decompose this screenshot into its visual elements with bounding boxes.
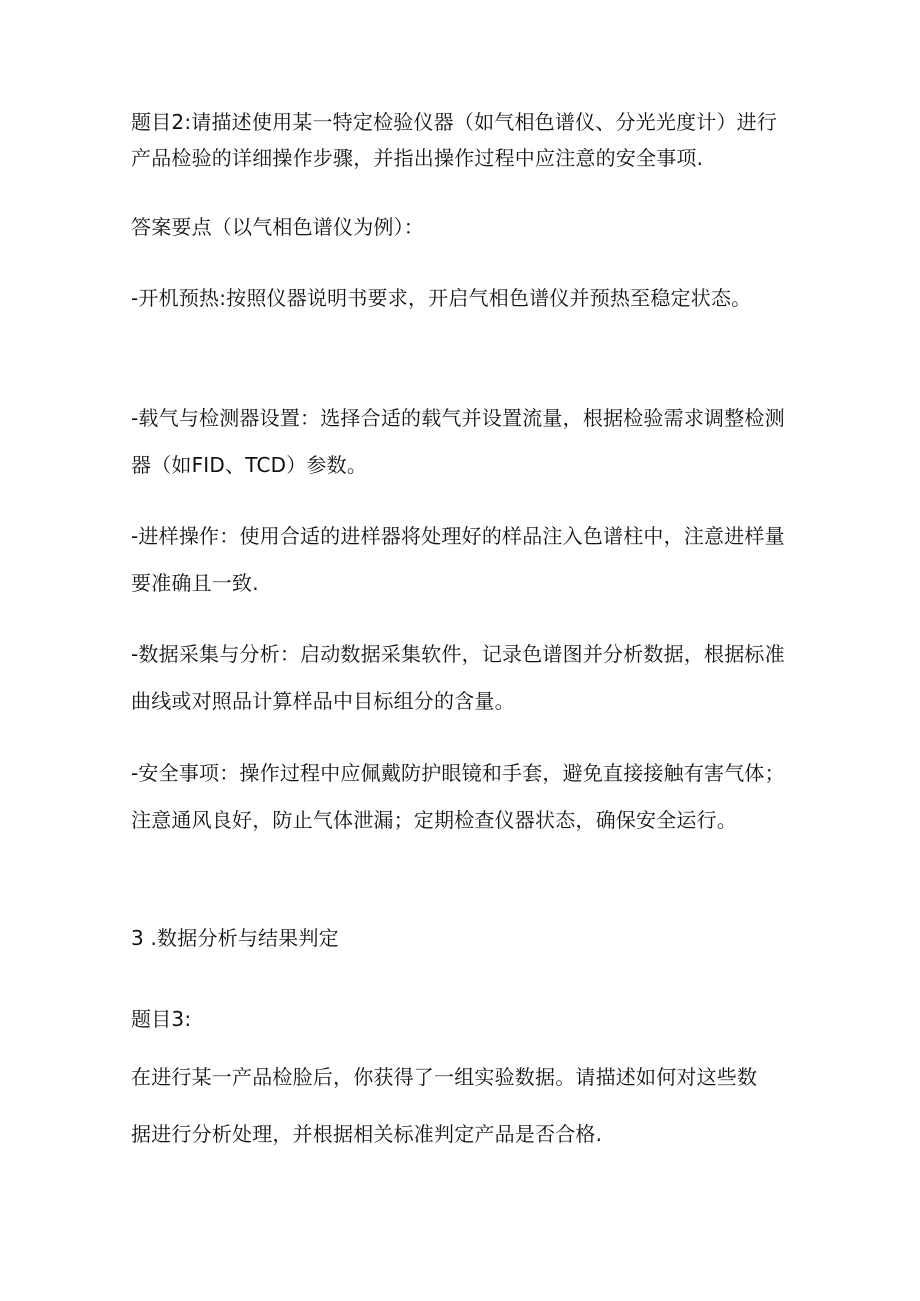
question3-label: 题目3: (131, 1007, 192, 1031)
section3-heading: 3 .数据分析与结果判定 (131, 926, 339, 950)
step-safety-line1: -安全事项：操作过程中应佩戴防护眼镜和手套，避免直接接触有害气体； (131, 761, 785, 785)
answer-heading: 答案要点（以气相色谱仪为例）： (131, 215, 424, 239)
step-injection-line1: -进样操作：使用合适的进样器将处理好的样品注入色谱柱中，注意进样量 (131, 524, 785, 548)
question3-line2: 据进行分析处理，并根据相关标准判定产品是否合格. (131, 1122, 603, 1146)
step-carrier-line2: 器（如FID、TCD）参数。 (131, 453, 368, 477)
step-startup: -开机预热:按照仪器说明书要求，开启气相色谱仪并预热至稳定状态。 (131, 286, 752, 310)
step-injection-line2: 要准确且一致. (131, 571, 259, 595)
question2-prompt-line2: 产品检验的详细操作步骤，并指出操作过程中应注意的安全事项. (131, 146, 704, 170)
step-data-line2: 曲线或对照品计算样品中目标组分的含量。 (131, 689, 515, 713)
question2-prompt-line1: 题目2:请描述使用某一特定检验仪器（如气相色谱仪、分光光度计）进行 (131, 110, 778, 134)
question3-line1: 在进行某一产品检脸后，你获得了一组实验数据。请描述如何对这些数 (131, 1065, 758, 1089)
step-data-line1: -数据采集与分析：启动数据采集软件，记录色谱图并分析数据，根据标准 (131, 642, 785, 666)
step-safety-line2: 注意通风良好，防止气体泄漏；定期检查仪器状态，确保安全运行。 (131, 808, 737, 832)
step-carrier-line1: -载气与检测器设置：选择合适的载气并设置流量，根据检验需求调整检测 (131, 406, 785, 430)
